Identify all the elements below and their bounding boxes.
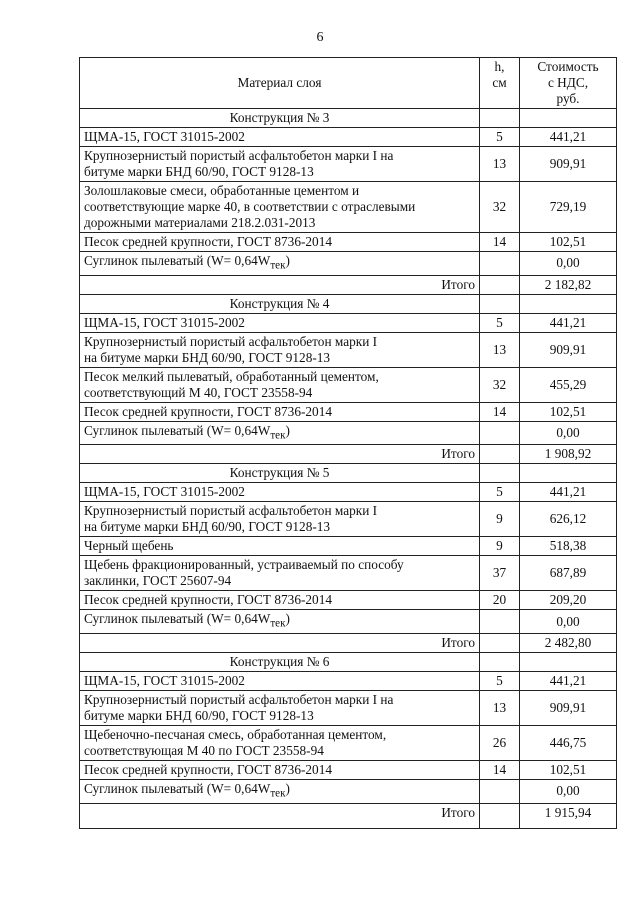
material-row	[80, 610, 617, 634]
cost-value: 102,51	[520, 402, 617, 421]
section-title-row	[80, 464, 617, 483]
cost-value: 441,21	[520, 483, 617, 502]
material-name	[80, 421, 480, 445]
material-name-line: Золошлаковые смеси, обработанные цементом и	[84, 183, 360, 198]
material-name-line: соответствующий М 40, ГОСТ 23558-94	[84, 384, 313, 400]
section-title: Конструкция № 5	[80, 464, 480, 483]
section-title: Конструкция № 6	[80, 652, 480, 671]
cost-value: 441,21	[520, 313, 617, 332]
material-name-line: Суглинок пылеватый (W= 0,64W	[84, 611, 271, 627]
section-title-cost-empty	[520, 294, 617, 313]
total-row	[80, 803, 617, 828]
material-row	[80, 402, 617, 421]
header-cost	[520, 58, 617, 109]
material-name-line: ЩМА-15, ГОСТ 31015-2002	[84, 484, 245, 500]
material-name	[80, 483, 480, 502]
material-row	[80, 725, 617, 760]
material-name	[80, 671, 480, 690]
material-name	[80, 402, 480, 421]
header-material: Материал слоя	[80, 58, 480, 109]
cost-value: 441,21	[520, 671, 617, 690]
thickness-value: 32	[480, 182, 520, 233]
total-h-empty	[480, 803, 520, 828]
section-title-h-empty	[480, 652, 520, 671]
section-title-cost-empty	[520, 652, 617, 671]
section-title-cost-empty	[520, 464, 617, 483]
material-row	[80, 332, 617, 367]
thickness-value	[480, 252, 520, 276]
material-name-line: битуме марки БНД 60/90, ГОСТ 9128-13	[84, 707, 314, 723]
thickness-value: 5	[480, 671, 520, 690]
header-h-line1: h,	[494, 59, 505, 74]
material-row	[80, 502, 617, 537]
thickness-value: 37	[480, 556, 520, 591]
section-title: Конструкция № 3	[80, 109, 480, 128]
material-name	[80, 537, 480, 556]
total-value: 1 915,94	[520, 803, 617, 828]
thickness-value: 5	[480, 128, 520, 147]
header-row	[80, 58, 617, 109]
closing-paren: )	[285, 780, 290, 796]
material-name-line: Песок средней крупности, ГОСТ 8736-2014	[84, 761, 332, 777]
thickness-value	[480, 610, 520, 634]
material-name	[80, 313, 480, 332]
total-row	[80, 633, 617, 652]
cost-value: 446,75	[520, 725, 617, 760]
material-row	[80, 233, 617, 252]
cost-value: 102,51	[520, 760, 617, 779]
cost-value: 909,91	[520, 147, 617, 182]
thickness-value: 13	[480, 332, 520, 367]
cost-value: 729,19	[520, 182, 617, 233]
material-name-line: ЩМА-15, ГОСТ 31015-2002	[84, 314, 245, 330]
section-title-row	[80, 109, 617, 128]
material-name-line: дорожными материалами 218.2.031-2013	[84, 215, 316, 230]
material-name-line: Песок средней крупности, ГОСТ 8736-2014	[84, 403, 332, 419]
thickness-value: 9	[480, 502, 520, 537]
header-h	[480, 58, 520, 109]
material-name	[80, 690, 480, 725]
thickness-value: 14	[480, 402, 520, 421]
subscript: тек	[270, 787, 286, 800]
material-name-line: заклинки, ГОСТ 25607-94	[84, 573, 232, 589]
subscript: тек	[270, 617, 286, 630]
material-name	[80, 233, 480, 252]
material-row	[80, 537, 617, 556]
thickness-value: 26	[480, 725, 520, 760]
material-row	[80, 252, 617, 276]
cost-value: 518,38	[520, 537, 617, 556]
thickness-value: 5	[480, 483, 520, 502]
header-cost-line1: Стоимость	[537, 59, 599, 74]
material-row	[80, 671, 617, 690]
thickness-value: 20	[480, 591, 520, 610]
material-name-line: соответствующие марке 40, в соответствии с отраслевыми	[84, 199, 416, 214]
thickness-value: 13	[480, 690, 520, 725]
cost-value: 909,91	[520, 690, 617, 725]
section-title-h-empty	[480, 294, 520, 313]
closing-paren: )	[285, 611, 290, 627]
material-name	[80, 760, 480, 779]
total-h-empty	[480, 275, 520, 294]
total-row	[80, 445, 617, 464]
material-name-line: Крупнозернистый пористый асфальтобетон марки I	[84, 333, 378, 349]
material-row	[80, 147, 617, 182]
material-row	[80, 779, 617, 803]
material-name	[80, 502, 480, 537]
cost-value: 102,51	[520, 233, 617, 252]
closing-paren: )	[285, 422, 290, 438]
material-name-line: Суглинок пылеватый (W= 0,64W	[84, 422, 271, 438]
material-row	[80, 690, 617, 725]
cost-table	[79, 57, 617, 829]
header-cost-line2: с НДС,	[547, 75, 589, 90]
material-row	[80, 128, 617, 147]
cost-value: 0,00	[520, 610, 617, 634]
material-name	[80, 556, 480, 591]
material-name	[80, 779, 480, 803]
cost-value: 687,89	[520, 556, 617, 591]
material-row	[80, 182, 617, 233]
material-name-line: Суглинок пылеватый (W= 0,64W	[84, 780, 271, 796]
section-title-row	[80, 652, 617, 671]
thickness-value: 5	[480, 313, 520, 332]
material-name-line: Крупнозернистый пористый асфальтобетон марки I на	[84, 691, 394, 707]
material-row	[80, 483, 617, 502]
material-name	[80, 332, 480, 367]
cost-value: 209,20	[520, 591, 617, 610]
cost-value: 909,91	[520, 332, 617, 367]
total-value: 2 482,80	[520, 633, 617, 652]
section-title-h-empty	[480, 109, 520, 128]
material-row	[80, 760, 617, 779]
total-label: Итого	[80, 633, 480, 652]
material-name-line: соответствующая М 40 по ГОСТ 23558-94	[84, 742, 324, 758]
cost-value: 0,00	[520, 421, 617, 445]
cost-value: 0,00	[520, 252, 617, 276]
section-title-cost-empty	[520, 109, 617, 128]
material-name-line: Черный щебень	[84, 538, 174, 554]
material-row	[80, 367, 617, 402]
material-name-line: Песок средней крупности, ГОСТ 8736-2014	[84, 234, 332, 249]
material-row	[80, 591, 617, 610]
material-name	[80, 367, 480, 402]
material-name-line: Щебень фракционированный, устраиваемый по способу	[84, 557, 404, 573]
material-row	[80, 556, 617, 591]
thickness-value: 32	[480, 367, 520, 402]
material-name-line: ЩМА-15, ГОСТ 31015-2002	[84, 129, 245, 144]
material-name-line: на битуме марки БНД 60/90, ГОСТ 9128-13	[84, 519, 331, 535]
thickness-value	[480, 421, 520, 445]
material-name	[80, 182, 480, 233]
material-name-line: ЩМА-15, ГОСТ 31015-2002	[84, 672, 245, 688]
material-name	[80, 725, 480, 760]
subscript: тек	[270, 259, 286, 272]
material-name	[80, 252, 480, 276]
material-name-line: Суглинок пылеватый (W= 0,64W	[84, 253, 271, 268]
thickness-value: 13	[480, 147, 520, 182]
material-name-line: Щебеночно-песчаная смесь, обработанная цементом,	[84, 726, 387, 742]
page-number: 6	[316, 30, 324, 45]
thickness-value: 9	[480, 537, 520, 556]
total-row	[80, 275, 617, 294]
material-name-line: битуме марки БНД 60/90, ГОСТ 9128-13	[84, 164, 314, 179]
thickness-value: 14	[480, 760, 520, 779]
cost-value: 626,12	[520, 502, 617, 537]
material-name-line: Песок мелкий пылеватый, обработанный цементом,	[84, 368, 379, 384]
thickness-value	[480, 779, 520, 803]
section-title-row	[80, 294, 617, 313]
cost-value: 0,00	[520, 779, 617, 803]
material-row	[80, 421, 617, 445]
total-value: 2 182,82	[520, 275, 617, 294]
table-body	[80, 109, 617, 829]
section-title: Конструкция № 4	[80, 294, 480, 313]
material-name	[80, 610, 480, 634]
material-name	[80, 128, 480, 147]
total-h-empty	[480, 445, 520, 464]
cost-value: 455,29	[520, 367, 617, 402]
total-label: Итого	[80, 803, 480, 828]
material-name-line: Песок средней крупности, ГОСТ 8736-2014	[84, 592, 332, 608]
subscript: тек	[270, 429, 286, 442]
header-cost-line3: руб.	[556, 91, 580, 106]
material-name-line: Крупнозернистый пористый асфальтобетон марки I	[84, 503, 378, 519]
header-h-line2: см	[492, 75, 507, 90]
closing-paren: )	[285, 253, 290, 268]
material-name-line: Крупнозернистый пористый асфальтобетон марки I на	[84, 148, 394, 163]
total-value: 1 908,92	[520, 445, 617, 464]
material-row	[80, 313, 617, 332]
cost-value: 441,21	[520, 128, 617, 147]
total-label: Итого	[80, 445, 480, 464]
section-title-h-empty	[480, 464, 520, 483]
total-h-empty	[480, 633, 520, 652]
material-name-line: на битуме марки БНД 60/90, ГОСТ 9128-13	[84, 349, 331, 365]
total-label: Итого	[80, 275, 480, 294]
material-name	[80, 147, 480, 182]
thickness-value: 14	[480, 233, 520, 252]
material-name	[80, 591, 480, 610]
